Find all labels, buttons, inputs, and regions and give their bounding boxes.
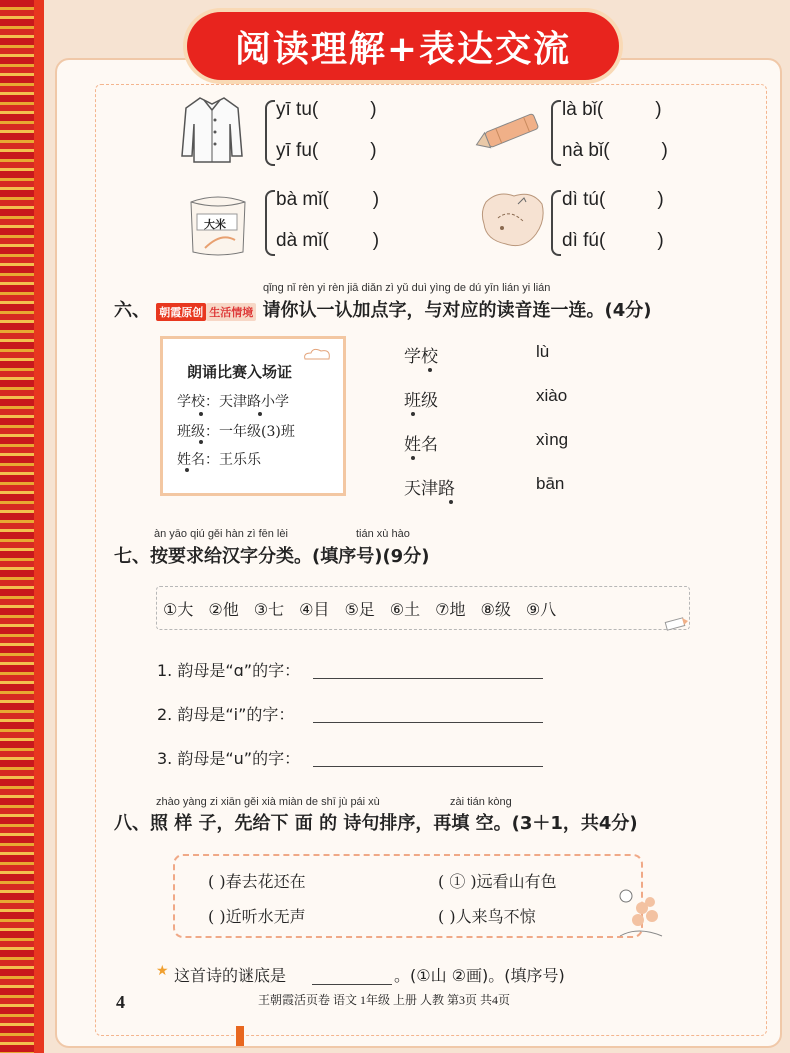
scenario-tag: 生活情境: [206, 303, 256, 321]
pencil-icon: [662, 614, 692, 638]
answer-line[interactable]: [313, 678, 543, 679]
poem-line[interactable]: ( )人来鸟不惊: [438, 907, 536, 926]
option-item: ⑨八: [525, 599, 557, 619]
pinyin-option[interactable]: dà mǐ( ): [276, 230, 380, 251]
question-text: 2. 韵母是“i”的字：: [157, 705, 295, 724]
option-item: ⑦地: [435, 599, 466, 619]
question-text: 1. 韵母是“ɑ”的字：: [157, 661, 301, 680]
option-item: ③七: [253, 599, 285, 619]
word-item[interactable]: 姓名: [404, 435, 438, 455]
section-heading: [114, 296, 652, 322]
answer-line[interactable]: [313, 766, 543, 767]
rice-bag-label: 大米: [204, 218, 226, 231]
pinyin-option[interactable]: là bǐ( ): [562, 99, 662, 120]
character-options: [156, 586, 690, 630]
page-number: 4: [116, 992, 125, 1012]
crayon-icon: [472, 112, 544, 156]
option-item: ⑤足: [344, 599, 375, 619]
emphasis-dot: [199, 440, 203, 444]
option-item: ④目: [299, 599, 330, 619]
sound-item[interactable]: xìng: [536, 430, 569, 449]
word-item[interactable]: 天津路: [404, 479, 455, 499]
emphasis-dot: [199, 412, 203, 416]
option-item: ①大: [163, 599, 194, 619]
brace: [551, 190, 561, 256]
pinyin-annotation: qǐng nǐ rèn yi rèn jiā diǎn zì yǔ duì yìng de dú yīn lián yi lián: [263, 282, 551, 294]
option-item: ⑥土: [389, 599, 421, 619]
pinyin-option[interactable]: dì fú( ): [562, 230, 664, 251]
option-item: ⑧级: [480, 599, 511, 619]
pinyin-option[interactable]: nà bǐ( ): [562, 140, 668, 161]
pinyin-annotation: zhào yàng zi xiān gěi xià miàn de shī jù pái xù: [156, 796, 380, 808]
pinyin-annotation: zài tián kòng: [450, 796, 512, 808]
pinyin-option[interactable]: dì tú( ): [562, 189, 664, 210]
poem-line[interactable]: ( ① )远看山有色: [438, 872, 557, 891]
sound-item[interactable]: xiào: [536, 386, 568, 405]
ticket-line: 班级：一年级(3)班: [177, 424, 295, 440]
pinyin-option[interactable]: yī fu( ): [276, 140, 377, 161]
emphasis-dot: [185, 468, 189, 472]
answer-line[interactable]: [313, 722, 543, 723]
map-icon: [478, 188, 548, 256]
word-item[interactable]: 班级: [404, 391, 438, 411]
emphasis-dot: [449, 500, 453, 504]
brace: [265, 100, 275, 166]
section-title: 八、照 样 子，先给下 面 的 诗句排序，再填 空。(3＋1，共4分): [114, 813, 638, 834]
pinyin-option[interactable]: bà mǐ( ): [276, 189, 380, 210]
pinyin-annotation: àn yāo qiú gěi hàn zì fēn lèi: [154, 528, 288, 540]
sound-item[interactable]: lù: [536, 342, 550, 361]
emphasis-dot: [258, 412, 262, 416]
emphasis-dot: [428, 368, 432, 372]
ticket-line: 学校：天津路小学: [177, 394, 289, 410]
ticket-line: 姓名：王乐乐: [177, 452, 261, 468]
star-icon: ★: [156, 963, 169, 979]
emphasis-dot: [411, 456, 415, 460]
answer-line[interactable]: [312, 984, 392, 985]
ticket-title: 朗诵比赛入场证: [187, 363, 293, 381]
original-tag: 朝霞原创: [156, 303, 206, 321]
cloud-icon: [301, 347, 333, 367]
decorative-stripe: [34, 0, 44, 1053]
bottom-marker: [236, 1026, 244, 1046]
page-footer: 王朝霞活页卷 语文 1年级 上册 人教 第3页 共4页: [258, 993, 511, 1007]
sound-item[interactable]: bān: [536, 474, 565, 493]
riddle-prompt: 这首诗的谜底是: [174, 966, 287, 985]
poem-line[interactable]: ( )近听水无声: [208, 907, 306, 926]
question-text: 3. 韵母是“u”的字：: [157, 749, 301, 768]
word-item[interactable]: 学校: [404, 347, 438, 367]
emphasis-dot: [411, 412, 415, 416]
brace: [265, 190, 275, 256]
pinyin-option[interactable]: yī tu( ): [276, 99, 377, 120]
pinyin-annotation: tián xù hào: [356, 528, 410, 540]
shirt-icon: [180, 94, 244, 168]
admission-ticket: [160, 336, 346, 496]
option-item: ②他: [208, 599, 239, 619]
section-number: 六、: [114, 300, 150, 321]
poem-line[interactable]: ( )春去花还在: [208, 872, 306, 891]
riddle-options: 。(①山 ②画)。(填序号): [394, 966, 565, 985]
bird-flower-icon: [612, 886, 666, 944]
brace: [551, 100, 561, 166]
section-title: 请你认一认加点字，与对应的读音连一连。(4分): [262, 300, 652, 321]
page-banner: 阅读理解+表达交流: [187, 12, 619, 80]
section-title: 七、按要求给汉字分类。(填序号)(9分): [114, 546, 430, 567]
